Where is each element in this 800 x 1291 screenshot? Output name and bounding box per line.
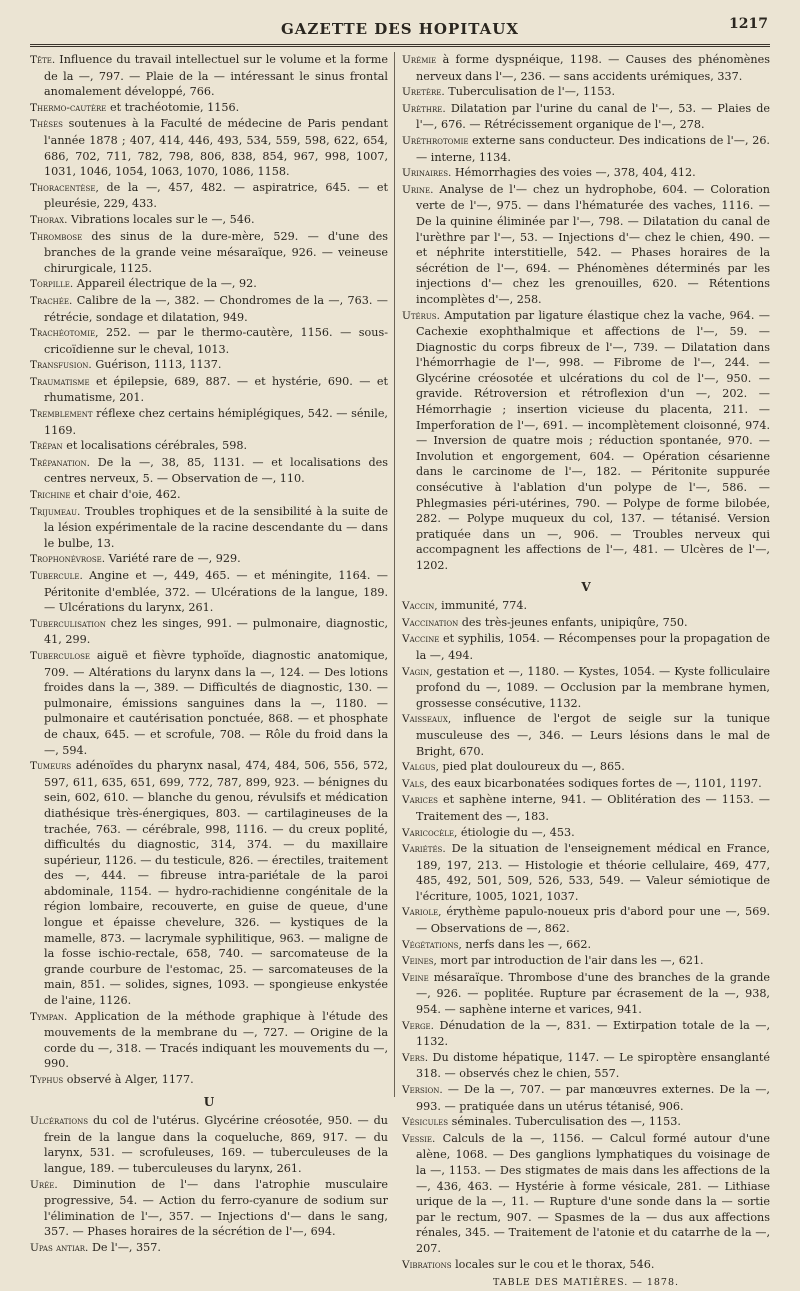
entry-headword: Transfusion. — [30, 359, 92, 372]
entry-text: Influence du travail intellectuel sur le volume et la forme de la —, 797. — Plaie de la — intéressant le sinus frontal anomalement développé, 766. — [44, 53, 388, 99]
entry-text: séminales. Tuberculisation des —, 1153. — [448, 1115, 681, 1129]
index-entry — [402, 825, 770, 842]
right-column — [402, 52, 770, 1291]
entry-text: Tuberculisation de l'—, 1153. — [444, 85, 616, 99]
entry-text: 252. — par le thermo-cautère, 1156. — sous-cricoïdienne sur le cheval, 1013. — [44, 326, 388, 356]
entry-headword: Variétés. — [402, 843, 446, 856]
index-entry — [30, 758, 388, 1009]
entry-text: Calibre de la —, 382. — Chondromes de la —, 763. — rétrécie, sondage et dilatation, 949. — [44, 293, 388, 324]
index-entry — [30, 100, 388, 117]
entry-text: des très-jeunes enfants, unipiqûre, 750. — [458, 615, 688, 629]
index-entry — [402, 101, 770, 133]
index-entry — [30, 325, 388, 357]
index-entry — [30, 1177, 388, 1240]
index-entry — [30, 229, 388, 277]
entry-headword: Variole, — [402, 906, 442, 919]
index-entry — [402, 165, 770, 182]
left-entries-u — [30, 1113, 388, 1256]
index-entry — [30, 116, 388, 179]
entry-headword: Trophonévrose. — [30, 553, 106, 566]
page-header — [30, 10, 770, 47]
entry-headword: Thermo-cautère — [30, 101, 107, 114]
index-entry — [402, 182, 770, 308]
entry-text: Variété rare de —, 929. — [105, 552, 241, 566]
left-entries — [30, 52, 388, 1089]
entry-headword: Utérus. — [402, 309, 440, 322]
index-entry — [30, 551, 388, 568]
entry-text: mésaraïque. Thrombose d'une des branches de la grande —, 926. — poplitée. Rupture par écrasement de la —, 938, 954. — saphène interne et varices, 941. — [416, 970, 770, 1017]
right-entries — [402, 52, 770, 574]
entry-text: Hémorrhagies des voies —, 378, 404, 412. — [451, 166, 696, 180]
entry-text: Troubles trophiques et de la sensibilité à la suite de la lésion expérimentale de la racine descendante du — dans le bulbe, 13. — [44, 504, 388, 550]
entry-text: Amputation par ligature élastique chez la vache, 964. — Cachexie exophthalmique et affections de l'—, 59. — Diagnostic du corps fibreux de l'—, 739. — Dilatation dans l'hémorrhagie de l'—, 998. — Fibrome de l'—, 244. — Glycérine créosotée et ulcérations du col de l'—, 950. — gravide. Rétroversion et rétroflexion d'un —, 202. — Hémorrhagie ; insertion vicieuse du placenta, 211. — Imperforation de l'—, 691. — incomplètement cloisonné, 974. — Inversion de quatre mois ; réduction spontanée, 970. — Involution et engorgement, 604. — Opération césarienne dans le carcinome de l'—, 182. — Péritonite suppurée consécutive à l'ablation d'un polype de l'—, 586. — Phlegmasies péri-utérines, 790. — Polype de forme bilobée, 282. — Polype muqueux du col, 137. — tétanisé. Version pratiquée dans un —, 906. — Troubles nerveux qui accompagnent les affections de l'—, 481. — Ulcères de l'—, 1202. — [416, 308, 770, 572]
journal-title: GAZETTE DES HOPITAUX — [280, 20, 519, 38]
index-entry — [402, 615, 770, 632]
section-letter-v: V — [581, 579, 591, 594]
entry-headword: Tubercule. — [30, 570, 83, 582]
index-entry — [30, 276, 388, 293]
entry-text: des sinus de la dure-mère, 529. — d'une des branches de la grande veine mésaraïque, 926. — veineuse chirurgicale, 1125. — [44, 229, 388, 275]
entry-text: Angine et —, 449, 465. — et méningite, 1164. — Péritonite d'emblée, 372. — Ulcérations de la langue, 189. — Ulcérations du larynx, 261. — [44, 569, 388, 615]
index-entry — [402, 759, 770, 776]
entry-text: réflexe chez certains hémiplégiques, 542. — sénile, 1169. — [44, 407, 388, 437]
entry-text: érythème papulo-noueux pris d'abord pour une —, 569. — Observations de —, 862. — [416, 905, 770, 936]
index-entry — [402, 937, 770, 954]
entry-text: Diminution de l'— dans l'atrophie musculaire progressive, 54. — Action du ferro-cyanure de sodium sur l'élimination de l'—, 357. — Injections d'— dans le sang, 357. — Phases horaires de la sécrétion de l'—, 694. — [44, 1177, 388, 1239]
entry-headword: Valgus, — [402, 761, 439, 774]
entry-text: De la situation de l'enseignement médical en France, 189, 197, 213. — Histologie et théorie cellulaire, 469, 477, 485, 492, 501, 509, 526, 533, 549. — Valeur sémiotique de l'écriture, 1005, 1021, 1037. — [416, 842, 770, 903]
entry-headword: Trachée. — [30, 294, 73, 307]
entry-text: mort par introduction de l'air dans les —, 621. — [436, 954, 704, 968]
entry-headword: Vaccin, — [402, 600, 438, 613]
entry-text: influence de l'ergot de seigle sur la tunique musculeuse des —, 346. — Leurs lésions dans le mal de Bright, 670. — [416, 712, 770, 758]
entry-headword: Vagin, — [402, 665, 433, 678]
entry-headword: Tympan. — [30, 1010, 68, 1023]
page-number: 1217 — [729, 16, 768, 32]
entry-text: de la —, 457, 482. — aspiratrice, 645. — et pleurésie, 229, 433. — [44, 180, 388, 211]
entry-text: Appareil électrique de la —, 92. — [73, 277, 257, 291]
entry-text: nerfs dans les —, 662. — [461, 937, 592, 951]
entry-text: étiologie du —, 453. — [457, 825, 575, 839]
entry-text: du col de l'utérus. Glycérine créosotée, 950. — du frein de la langue dans la coqueluche, 869, 917. — du larynx, 531. — scrofuleuses, 169. — tuberculeuses de la langue, 189. — tuberculeuses du larynx, 261. — [44, 1114, 388, 1175]
entry-text: Calculs de la —, 1156. — Calcul formé autour d'une alène, 1068. — Des ganglions lymphatiques du voisinage de la —, 1153. — Des stigmates de mais dans les affections de la —, 436, 463. — Hystérie à forme vésicale, 281. — Lithiase urique de la —, 11. — Rupture d'une sonde dans la — sortie par le rectum, 907. — Spasmes de la — dus aux affections rénales, 345. — Traitement de l'atonie et du catarrhe de la —, 207. — [416, 1131, 770, 1255]
index-entry — [30, 357, 388, 374]
index-entry — [30, 616, 388, 648]
entry-headword: Urémie — [402, 54, 437, 66]
index-entry — [402, 52, 770, 84]
index-entry — [30, 52, 388, 100]
index-entry — [402, 841, 770, 904]
entry-headword: Ulcérations — [30, 1115, 88, 1128]
entry-headword: Urine. — [402, 183, 434, 196]
index-entry — [30, 1113, 388, 1176]
entry-headword: Thèses — [30, 118, 63, 131]
entry-text: et syphilis, 1054. — Récompenses pour la propagation de la —, 494. — [416, 632, 770, 662]
entry-headword: Trichine — [30, 489, 71, 502]
entry-headword: Verge. — [402, 1019, 435, 1032]
entry-text: et trachéotomie, 1156. — [106, 100, 240, 114]
entry-text: chez les singes, 991. — pulmonaire, diagnostic, 41, 299. — [44, 616, 388, 647]
index-entry — [402, 308, 770, 574]
index-entry — [402, 84, 770, 101]
entry-headword: Vers. — [402, 1051, 429, 1064]
entry-text: De la —, 38, 85, 1131. — et localisations des centres nerveux, 5. — Observation de —, 110. — [44, 455, 388, 486]
entry-headword: Urée. — [30, 1178, 58, 1191]
entry-headword: Urèthre. — [402, 102, 446, 115]
entry-headword: Thorax. — [30, 213, 68, 226]
index-entry — [30, 487, 388, 504]
index-entry — [402, 776, 770, 793]
index-entry — [402, 953, 770, 970]
entry-text: et épilepsie, 689, 887. — et hystérie, 690. — et rhumatisme, 201. — [44, 374, 388, 405]
entry-headword: Tremblement — [30, 408, 93, 421]
index-entry — [30, 374, 388, 406]
left-column — [30, 52, 388, 1257]
entry-text: observé à Alger, 1177. — [63, 1073, 194, 1086]
index-entry — [30, 293, 388, 325]
entry-headword: Trépan — [30, 440, 63, 453]
index-entry — [402, 711, 770, 759]
entry-headword: Upas antiar. — [30, 1241, 89, 1254]
entry-headword: Torpille. — [30, 278, 74, 291]
entry-headword: Trijumeau. — [30, 505, 81, 518]
entry-text: aiguë et fièvre typhoïde, diagnostic anatomique, 709. — Altérations du larynx dans la —, 124. — Des lotions froides dans la —, 389. — Difficultés de diagnostic, 130. — pulmonaire, émissions sanguines dans la —, 1180. — pulmonaire et cautérisation ponctuée, 868. — et phosphate de chaux, 645. — et scrofule, 708. — Rôle du froid dans la —, 594. — [44, 648, 388, 757]
index-entry — [402, 904, 770, 936]
entry-text: et localisations cérébrales, 598. — [62, 439, 247, 453]
entry-headword: Végétations, — [402, 938, 462, 951]
entry-headword: Vessie. — [402, 1132, 436, 1145]
entry-headword: Vaisseaux, — [402, 713, 452, 726]
index-entry — [30, 648, 388, 758]
index-entry — [402, 664, 770, 712]
index-entry — [30, 455, 388, 487]
entry-headword: Trachéotomie, — [30, 327, 99, 340]
entry-headword: Tuberculose — [30, 649, 90, 662]
index-entry — [402, 970, 770, 1018]
index-entry — [402, 631, 770, 663]
entry-text: Vibrations locales sur le —, 546. — [67, 212, 255, 226]
entry-text: Analyse de l'— chez un hydrophobe, 604. — Coloration verte de l'—, 975. — dans l'hématurée des vaches, 1116. — De la quinine éliminée par l'—, 798. — Dilatation du canal de l'urèthre par l'—, 53. — Injections d'— chez le chien, 490. — et néphrite interstitielle, 542. — Phases horaires de la sécrétion de l'—, 694. — Phénomènes déterminés par les injections d'— chez les grenouilles, 620. — Rétentions incomplètes d'—, 258. — [416, 182, 770, 306]
index-entry — [402, 1257, 770, 1274]
entry-headword: Vals, — [402, 777, 428, 790]
entry-headword: Typhus — [30, 1074, 64, 1086]
column-divider — [394, 52, 395, 1097]
entry-text: — De la —, 707. — par manœuvres externes. De la —, 993. — pratiquée dans un utérus tétanisé, 906. — [416, 1083, 770, 1113]
entry-headword: Veine — [402, 971, 429, 984]
entry-text: Application de la méthode graphique à l'étude des mouvements de la membrane du —, 727. — Origine de la corde du —, 318. — Tracés indiquant les mouvements du —, 990. — [44, 1009, 388, 1071]
entry-headword: Vésicules — [402, 1116, 449, 1129]
entry-headword: Vaccine — [402, 633, 440, 646]
index-entry — [30, 212, 388, 229]
colophon: TABLE DES MATIÈRES. — 1878. — [492, 1277, 680, 1289]
entry-headword: Tête. — [30, 54, 56, 66]
entry-headword: Traumatisme — [30, 375, 90, 388]
entry-headword: Tumeurs — [30, 760, 72, 773]
index-entry — [402, 133, 770, 165]
entry-headword: Tuberculisation — [30, 617, 106, 630]
index-entry — [30, 504, 388, 552]
entry-text: à forme dyspnéique, 1198. — Causes des phénomènes nerveux dans l'—, 236. — sans accidents urémiques, 337. — [416, 53, 770, 83]
entry-text: Dénudation de la —, 831. — Extirpation totale de la —, 1132. — [416, 1018, 770, 1049]
entry-headword: Uréthrotomie — [402, 134, 469, 147]
index-entry — [402, 598, 770, 615]
entry-text: immunité, 774. — [437, 599, 528, 613]
entry-headword: Thoracentèse, — [30, 181, 99, 194]
index-entry — [402, 1050, 770, 1082]
index-entry — [30, 568, 388, 616]
entry-text: et saphène interne, 941. — Oblitération des — 1153. — Traitement des —, 183. — [416, 793, 770, 823]
entry-text: Du distome hépatique, 1147. — Le spiroptère ensanglanté 318. — observés chez le chien, 557. — [416, 1050, 770, 1081]
index-entry — [30, 1009, 388, 1072]
entry-headword: Thrombose — [30, 230, 83, 243]
index-entry — [402, 1114, 770, 1131]
entry-text: gestation et —, 1180. — Kystes, 1054. — Kyste folliculaire profond du —, 1089. — Occlusion par la membrane hymen, grossesse consécutive, 1132. — [416, 664, 770, 710]
right-entries-v — [402, 598, 770, 1273]
index-entry — [30, 180, 388, 212]
entry-headword: Version. — [402, 1084, 443, 1096]
section-letter-u: U — [203, 1094, 215, 1109]
entry-text: des eaux bicarbonatées sodiques fortes de —, 1101, 1197. — [427, 776, 762, 790]
entry-headword: Vibrations — [402, 1258, 452, 1271]
entry-text: adénoïdes du pharynx nasal, 474, 484, 506, 556, 572, 597, 611, 635, 651, 699, 772, 787, 899, 923. — bénignes du sein, 602, 610. — blanche du genou, révulsifs et médication diathésique très-énergiques, 803. — cartilagineuses de la trachée, 763. — cérébrale, 998, 1116. — du creux poplité, difficultés du diagnostic, 314, 374. — du maxillaire supérieur, 1126. — du testicule, 826. — érectiles, traitement des —, 444. — fibreuse intra-pariétale de la paroi abdominale, 1154. — hydro-rachidienne congénitale de la région lombaire, recouverte, en guise de queue, d'une longue et épaisse chevelure, 326. — kystiques de la mamelle, 873. — lacrymale syphilitique, 963. — maligne de la fosse ischio-rectale, 658, 740. — sarcomateuse de la grande courbure de l'estomac, 25. — sarcomateuses de la main, 851. — solides, signes, 1093. — spongieuse enkystée de l'aine, 1126. — [44, 759, 389, 1008]
index-entry — [402, 1018, 770, 1050]
index-entry — [402, 1082, 770, 1114]
entry-headword: Varices — [402, 794, 438, 807]
entry-text: soutenues à la Faculté de médecine de Paris pendant l'année 1878 ; 407, 414, 446, 493, 534, 559, 598, 622, 654, 686, 702, 711, 782, 798, 806, 838, 854, 967, 998, 1007, 1031, 1046, 1054, 1063, 1070, 1086, 1158. — [44, 117, 388, 179]
entry-headword: Urinaires. — [402, 167, 452, 180]
entry-text: De l'—, 357. — [88, 1240, 161, 1254]
entry-text: Guérison, 1113, 1137. — [91, 358, 222, 372]
index-entry — [402, 1131, 770, 1257]
entry-text: externe sans conducteur. Des indications de l'—, 26. — interne, 1134. — [416, 133, 770, 164]
index-entry — [30, 406, 388, 438]
entry-text: locales sur le cou et le thorax, 546. — [451, 1257, 655, 1271]
index-entry — [30, 1240, 388, 1257]
entry-headword: Varicocèle, — [402, 826, 458, 839]
entry-text: et chair d'oie, 462. — [70, 488, 181, 502]
entry-headword: Vaccination — [402, 616, 459, 629]
index-entry — [402, 792, 770, 824]
entry-headword: Trépanation. — [30, 456, 90, 469]
index-entry — [30, 438, 388, 455]
index-entry — [30, 1072, 388, 1089]
entry-headword: Veines, — [402, 955, 437, 968]
entry-headword: Uretère. — [402, 86, 445, 99]
entry-text: Dilatation par l'urine du canal de l'—, 53. — Plaies de l'—, 676. — Rétrécissement organique de l'—, 278. — [416, 101, 770, 132]
entry-text: pied plat douloureux du —, 865. — [438, 760, 625, 774]
